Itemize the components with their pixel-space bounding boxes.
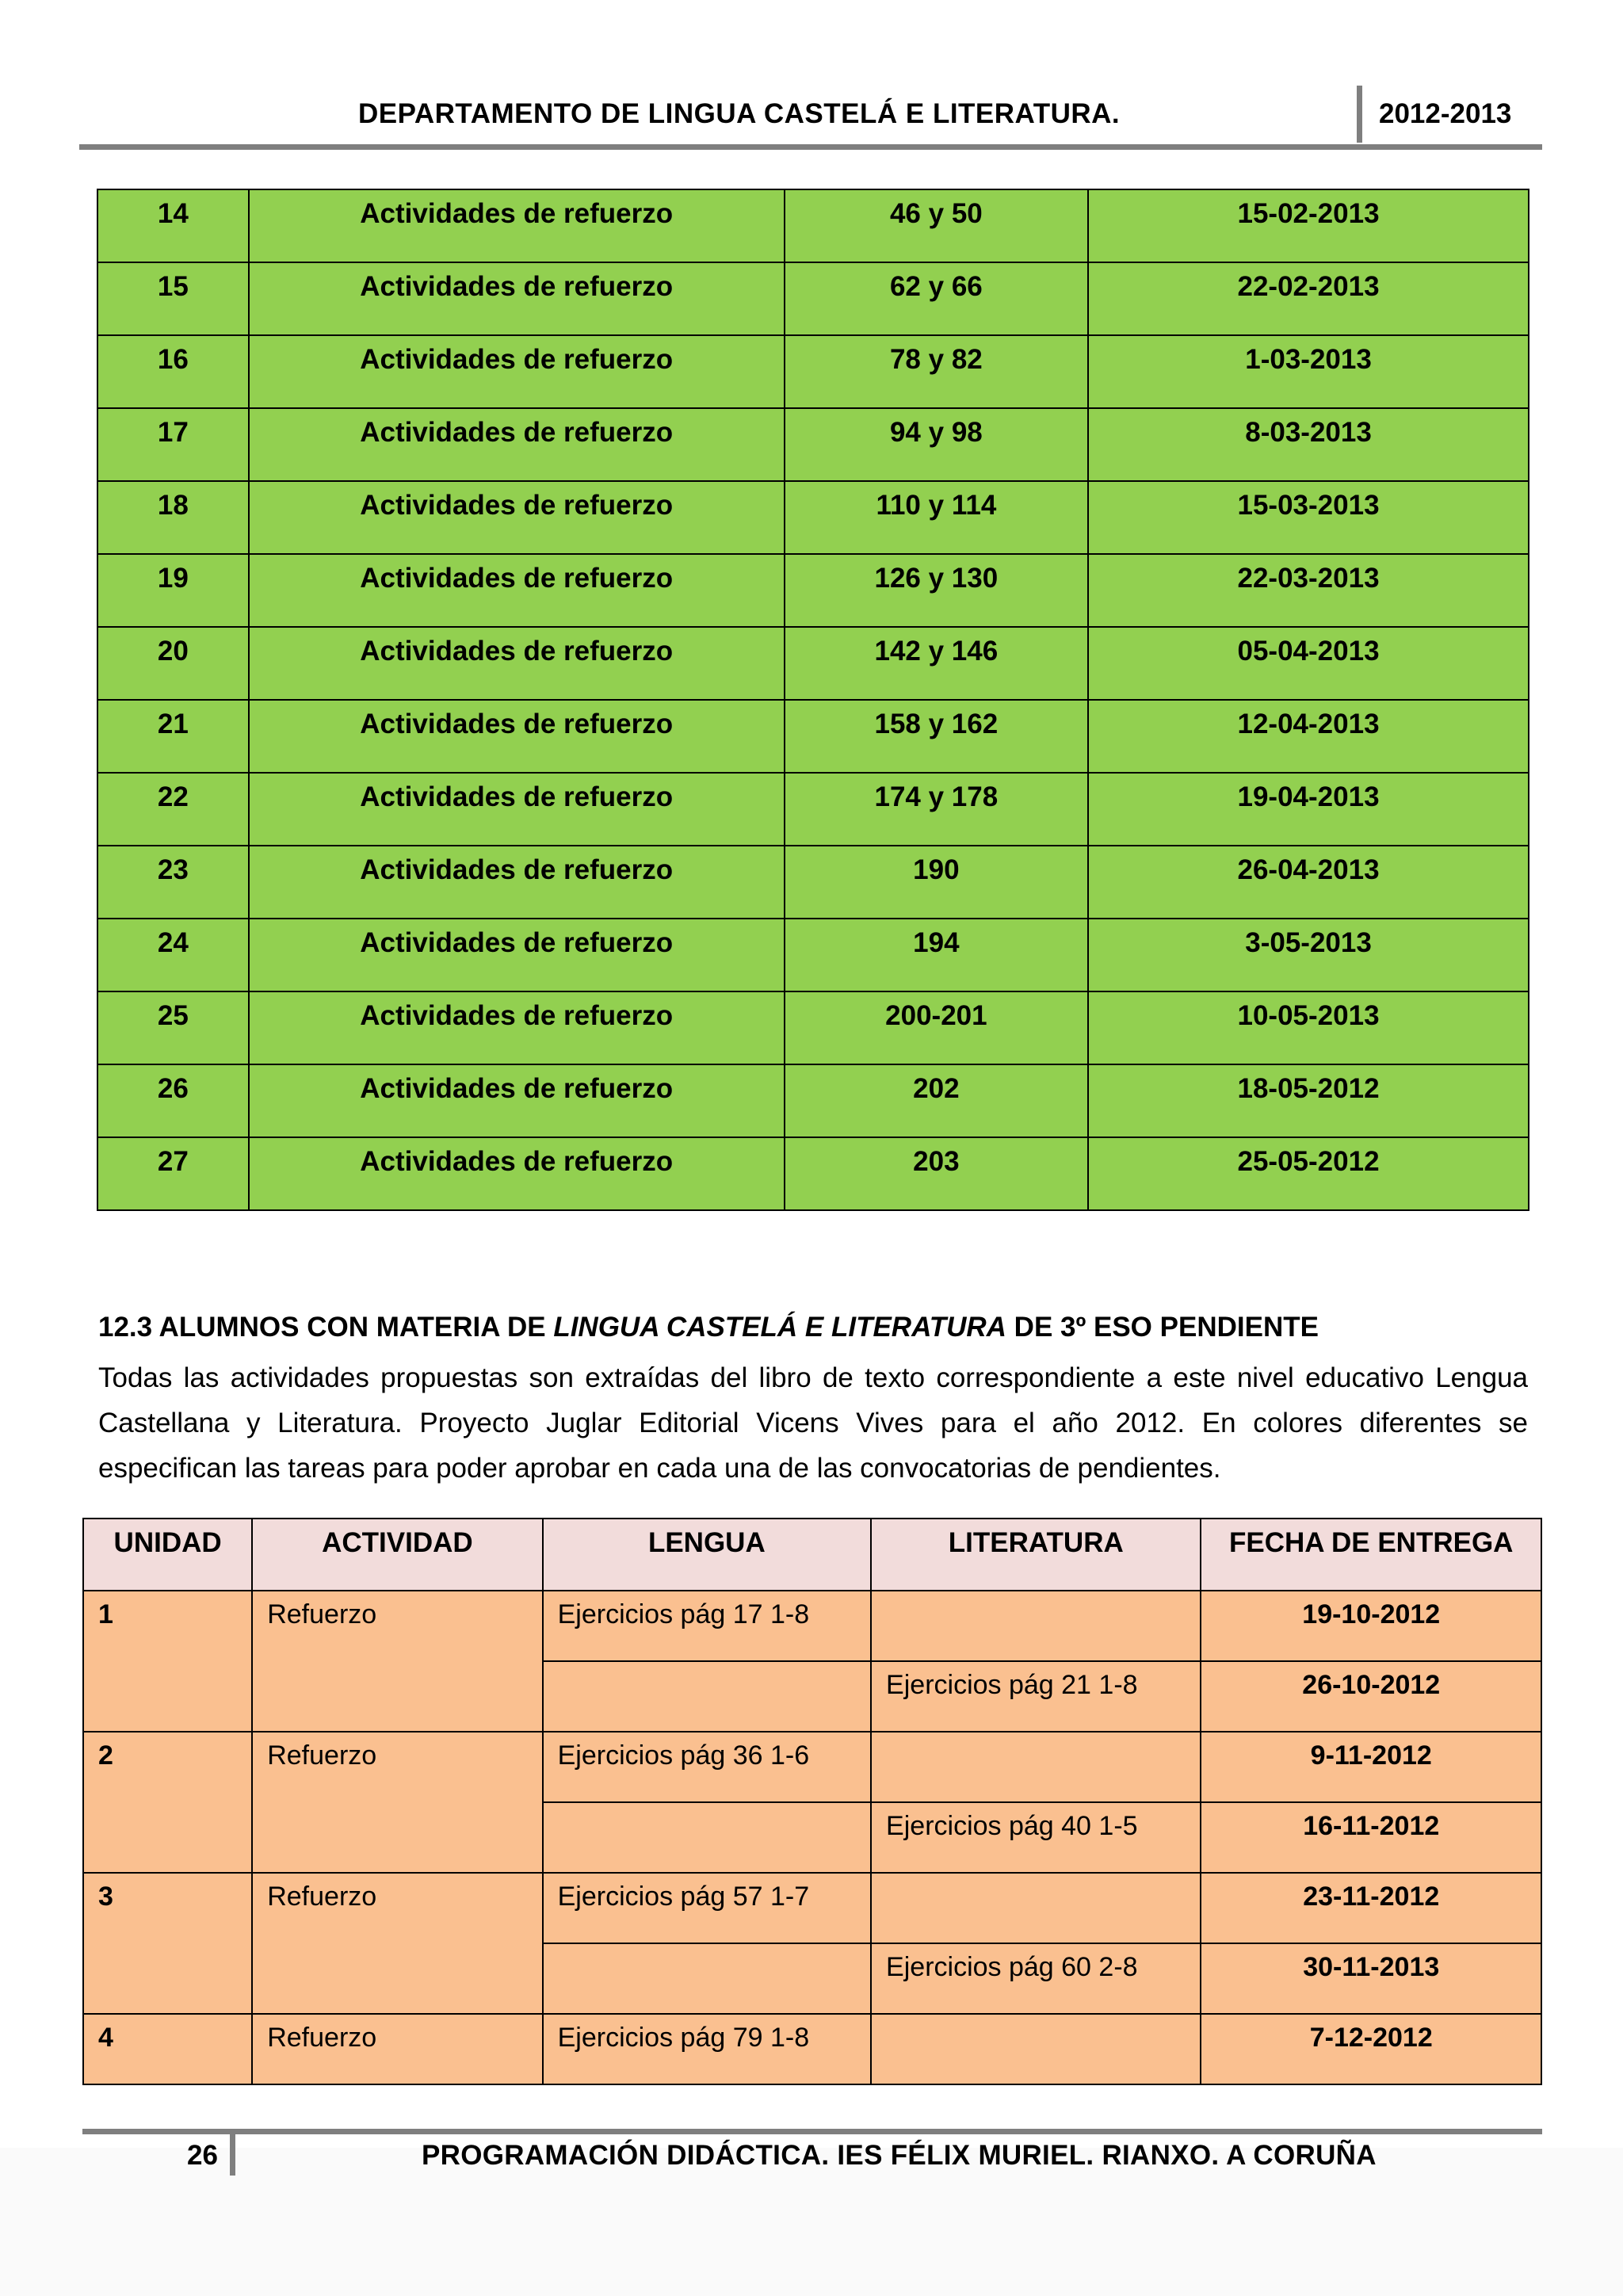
activity-cell: Actividades de refuerzo xyxy=(249,408,785,481)
pages-cell: 110 y 114 xyxy=(785,481,1088,554)
activity-cell: Refuerzo xyxy=(252,1591,542,1732)
lengua-cell xyxy=(543,1802,871,1873)
row-number: 14 xyxy=(97,189,249,262)
date-cell: 12-04-2013 xyxy=(1088,700,1529,773)
row-number: 19 xyxy=(97,554,249,627)
row-number: 22 xyxy=(97,773,249,846)
section-heading-suffix: DE 3º ESO PENDIENTE xyxy=(1006,1312,1319,1343)
activity-cell: Actividades de refuerzo xyxy=(249,846,785,919)
delivery-date-cell: 19-10-2012 xyxy=(1201,1591,1541,1661)
pages-cell: 94 y 98 xyxy=(785,408,1088,481)
footer-text: PROGRAMACIÓN DIDÁCTICA. IES FÉLIX MURIEL. RIANXO. A CORUÑA xyxy=(422,2140,1377,2171)
date-cell: 25-05-2012 xyxy=(1088,1137,1529,1210)
literatura-cell xyxy=(871,1873,1201,1943)
pages-cell: 158 y 162 xyxy=(785,700,1088,773)
table-row xyxy=(97,189,1529,262)
pages-cell: 46 y 50 xyxy=(785,189,1088,262)
lengua-cell: Ejercicios pág 57 1-7 xyxy=(543,1873,871,1943)
table-row xyxy=(97,408,1529,481)
row-number: 25 xyxy=(97,991,249,1064)
row-number: 21 xyxy=(97,700,249,773)
table-row xyxy=(83,1732,1541,1802)
date-cell: 1-03-2013 xyxy=(1088,335,1529,408)
literatura-cell: Ejercicios pág 21 1-8 xyxy=(871,1661,1201,1732)
lengua-cell: Ejercicios pág 17 1-8 xyxy=(543,1591,871,1661)
reinforcement-schedule-table xyxy=(97,189,1529,1211)
pages-cell: 142 y 146 xyxy=(785,627,1088,700)
lengua-cell xyxy=(543,1943,871,2014)
unit-number: 4 xyxy=(83,2014,252,2084)
header-literatura: LITERATURA xyxy=(871,1519,1201,1591)
activity-cell: Actividades de refuerzo xyxy=(249,919,785,991)
delivery-date-cell: 30-11-2013 xyxy=(1201,1943,1541,2014)
table-row xyxy=(97,481,1529,554)
date-cell: 26-04-2013 xyxy=(1088,846,1529,919)
row-number: 18 xyxy=(97,481,249,554)
activity-cell: Actividades de refuerzo xyxy=(249,1137,785,1210)
date-cell: 19-04-2013 xyxy=(1088,773,1529,846)
activity-cell: Actividades de refuerzo xyxy=(249,554,785,627)
literatura-cell: Ejercicios pág 40 1-5 xyxy=(871,1802,1201,1873)
pages-cell: 126 y 130 xyxy=(785,554,1088,627)
literatura-cell xyxy=(871,2014,1201,2084)
unit-number: 2 xyxy=(83,1732,252,1873)
table-row xyxy=(97,1137,1529,1210)
activity-cell: Refuerzo xyxy=(252,1732,542,1873)
activity-cell: Actividades de refuerzo xyxy=(249,773,785,846)
header-fecha-entrega: FECHA DE ENTREGA xyxy=(1201,1519,1541,1591)
activity-cell: Actividades de refuerzo xyxy=(249,262,785,335)
row-number: 16 xyxy=(97,335,249,408)
table-row xyxy=(97,700,1529,773)
table-row xyxy=(97,991,1529,1064)
pages-cell: 78 y 82 xyxy=(785,335,1088,408)
activity-cell: Actividades de refuerzo xyxy=(249,700,785,773)
header-lengua: LENGUA xyxy=(543,1519,871,1591)
delivery-date-cell: 26-10-2012 xyxy=(1201,1661,1541,1732)
table-row xyxy=(97,335,1529,408)
date-cell: 15-03-2013 xyxy=(1088,481,1529,554)
activity-cell: Actividades de refuerzo xyxy=(249,991,785,1064)
activity-cell: Refuerzo xyxy=(252,2014,542,2084)
header-divider xyxy=(1357,86,1362,143)
row-number: 27 xyxy=(97,1137,249,1210)
table-row xyxy=(97,627,1529,700)
date-cell: 22-02-2013 xyxy=(1088,262,1529,335)
literatura-cell xyxy=(871,1591,1201,1661)
activity-cell: Refuerzo xyxy=(252,1873,542,2014)
delivery-date-cell: 23-11-2012 xyxy=(1201,1873,1541,1943)
pages-cell: 174 y 178 xyxy=(785,773,1088,846)
pages-cell: 203 xyxy=(785,1137,1088,1210)
activity-cell: Actividades de refuerzo xyxy=(249,335,785,408)
header-unidad: UNIDAD xyxy=(83,1519,252,1591)
row-number: 17 xyxy=(97,408,249,481)
table-row xyxy=(97,262,1529,335)
footer-rule xyxy=(82,2129,1542,2134)
lengua-cell: Ejercicios pág 79 1-8 xyxy=(543,2014,871,2084)
date-cell: 18-05-2012 xyxy=(1088,1064,1529,1137)
header-actividad: ACTIVIDAD xyxy=(252,1519,542,1591)
row-number: 24 xyxy=(97,919,249,991)
row-number: 15 xyxy=(97,262,249,335)
section-paragraph: Todas las actividades propuestas son extraídas del libro de texto correspondiente a este nivel educativo Lengua Castellana y Literatura. Proyecto Juglar Editorial Vicens Vives para el año 2012. En colores diferentes se especifican las tareas para poder aprobar en cada una de las convocatorias de pendientes. xyxy=(98,1362,1528,1484)
date-cell: 10-05-2013 xyxy=(1088,991,1529,1064)
activity-cell: Actividades de refuerzo xyxy=(249,627,785,700)
section-heading-prefix: 12.3 ALUMNOS CON MATERIA DE xyxy=(98,1312,554,1343)
table-header-row xyxy=(83,1519,1541,1591)
footer-divider xyxy=(230,2134,235,2176)
page-number: 26 xyxy=(187,2140,218,2171)
date-cell: 05-04-2013 xyxy=(1088,627,1529,700)
pages-cell: 202 xyxy=(785,1064,1088,1137)
header-year: 2012-2013 xyxy=(1379,98,1512,129)
delivery-date-cell: 7-12-2012 xyxy=(1201,2014,1541,2084)
row-number: 20 xyxy=(97,627,249,700)
delivery-date-cell: 9-11-2012 xyxy=(1201,1732,1541,1802)
pending-subject-table xyxy=(82,1518,1542,2085)
date-cell: 8-03-2013 xyxy=(1088,408,1529,481)
pages-cell: 62 y 66 xyxy=(785,262,1088,335)
unit-number: 3 xyxy=(83,1873,252,2014)
table-row xyxy=(83,1591,1541,1661)
pages-cell: 194 xyxy=(785,919,1088,991)
table-row xyxy=(97,1064,1529,1137)
lengua-cell: Ejercicios pág 36 1-6 xyxy=(543,1732,871,1802)
date-cell: 15-02-2013 xyxy=(1088,189,1529,262)
table-row xyxy=(97,919,1529,991)
activity-cell: Actividades de refuerzo xyxy=(249,189,785,262)
header-title: DEPARTAMENTO DE LINGUA CASTELÁ E LITERATURA. xyxy=(358,98,1121,129)
date-cell: 3-05-2013 xyxy=(1088,919,1529,991)
activity-cell: Actividades de refuerzo xyxy=(249,1064,785,1137)
section-heading xyxy=(98,1312,1531,1343)
table-row xyxy=(97,846,1529,919)
table-row xyxy=(97,773,1529,846)
literatura-cell: Ejercicios pág 60 2-8 xyxy=(871,1943,1201,2014)
table-row xyxy=(97,554,1529,627)
date-cell: 22-03-2013 xyxy=(1088,554,1529,627)
section-heading-subject: LINGUA CASTELÁ E LITERATURA xyxy=(553,1312,1006,1343)
header-rule xyxy=(79,144,1542,150)
pages-cell: 190 xyxy=(785,846,1088,919)
unit-number: 1 xyxy=(83,1591,252,1732)
activity-cell: Actividades de refuerzo xyxy=(249,481,785,554)
lengua-cell xyxy=(543,1661,871,1732)
pages-cell: 200-201 xyxy=(785,991,1088,1064)
table-row xyxy=(83,2014,1541,2084)
delivery-date-cell: 16-11-2012 xyxy=(1201,1802,1541,1873)
row-number: 23 xyxy=(97,846,249,919)
literatura-cell xyxy=(871,1732,1201,1802)
row-number: 26 xyxy=(97,1064,249,1137)
table-row xyxy=(83,1873,1541,1943)
